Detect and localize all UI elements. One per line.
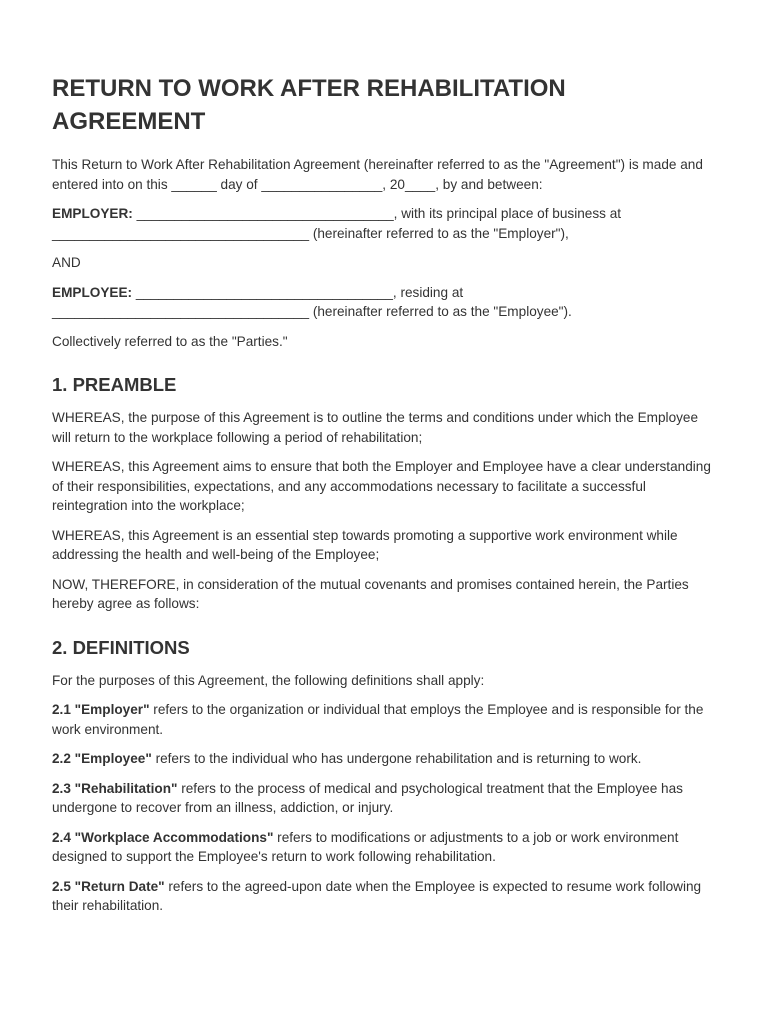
employee-paragraph xyxy=(52,283,720,322)
definitions-heading: 2. DEFINITIONS xyxy=(52,636,190,658)
definitions-intro: For the purposes of this Agreement, the following definitions shall apply: xyxy=(52,672,485,688)
employer-text: __________________________________, with its principal place of business at __________________________________ (hereinafter referred to as the "Employer"), xyxy=(52,206,622,241)
definition-term: 2.2 "Employee" xyxy=(52,751,152,766)
definition-item xyxy=(52,749,720,769)
definition-item xyxy=(52,779,720,818)
document-title: RETURN TO WORK AFTER REHABILITATION AGREEMENT xyxy=(52,75,566,135)
definition-text: refers to the organization or individual that employs the Employee and is responsible for the work environment. xyxy=(52,702,704,737)
employee-label: EMPLOYEE: xyxy=(52,284,133,300)
preamble-paragraph: NOW, THEREFORE, in consideration of the mutual covenants and promises contained herein, the Parties hereby agree as follows: xyxy=(52,576,689,611)
preamble-paragraph: WHEREAS, this Agreement is an essential step towards promoting a supportive work environment while addressing the health and well-being of the Employee; xyxy=(52,527,678,562)
definition-text: refers to the process of medical and psychological treatment that the Employee has undergone to recover from an illness, addiction, or injury. xyxy=(52,780,683,815)
intro-paragraph: This Return to Work After Rehabilitation Agreement (hereinafter referred to as the "Agreement") is made and entered into on this ______ day of ________________, 20____, by and between: xyxy=(52,157,703,192)
employee-text: __________________________________, residing at __________________________________ (hereinafter referred to as the "Employee"). xyxy=(52,284,572,319)
definition-text: refers to the individual who has undergone rehabilitation and is returning to work. xyxy=(151,751,642,766)
definition-term: 2.4 "Workplace Accommodations" xyxy=(52,829,274,845)
definition-item xyxy=(52,877,720,916)
employer-paragraph xyxy=(52,204,720,243)
preamble-heading: 1. PREAMBLE xyxy=(52,374,177,395)
definition-item xyxy=(52,828,720,867)
definition-text: refers to modifications or adjustments to a job or work environment designed to support the Employee's return to work following rehabilitation. xyxy=(52,829,679,864)
definition-term: 2.1 "Employer" xyxy=(52,702,150,717)
definition-term: 2.5 "Return Date" xyxy=(52,878,165,894)
definition-term: 2.3 "Rehabilitation" xyxy=(52,780,178,796)
definition-item xyxy=(52,700,720,739)
employer-label: EMPLOYER: xyxy=(52,206,133,221)
document-page xyxy=(52,72,720,926)
definition-text: refers to the agreed-upon date when the Employee is expected to resume work following their rehabilitation. xyxy=(52,878,702,913)
and-text: AND xyxy=(52,255,81,270)
preamble-paragraph: WHEREAS, the purpose of this Agreement is to outline the terms and conditions under which the Employee will return to the workplace following a period of rehabilitation; xyxy=(52,410,699,445)
collectively-paragraph: Collectively referred to as the "Parties." xyxy=(52,333,288,349)
preamble-paragraph: WHEREAS, this Agreement aims to ensure that both the Employer and Employee have a clear understanding of their responsibilities, expectations, and any accommodations necessary to facilitate a successful reintegration into the workplace; xyxy=(52,459,711,513)
